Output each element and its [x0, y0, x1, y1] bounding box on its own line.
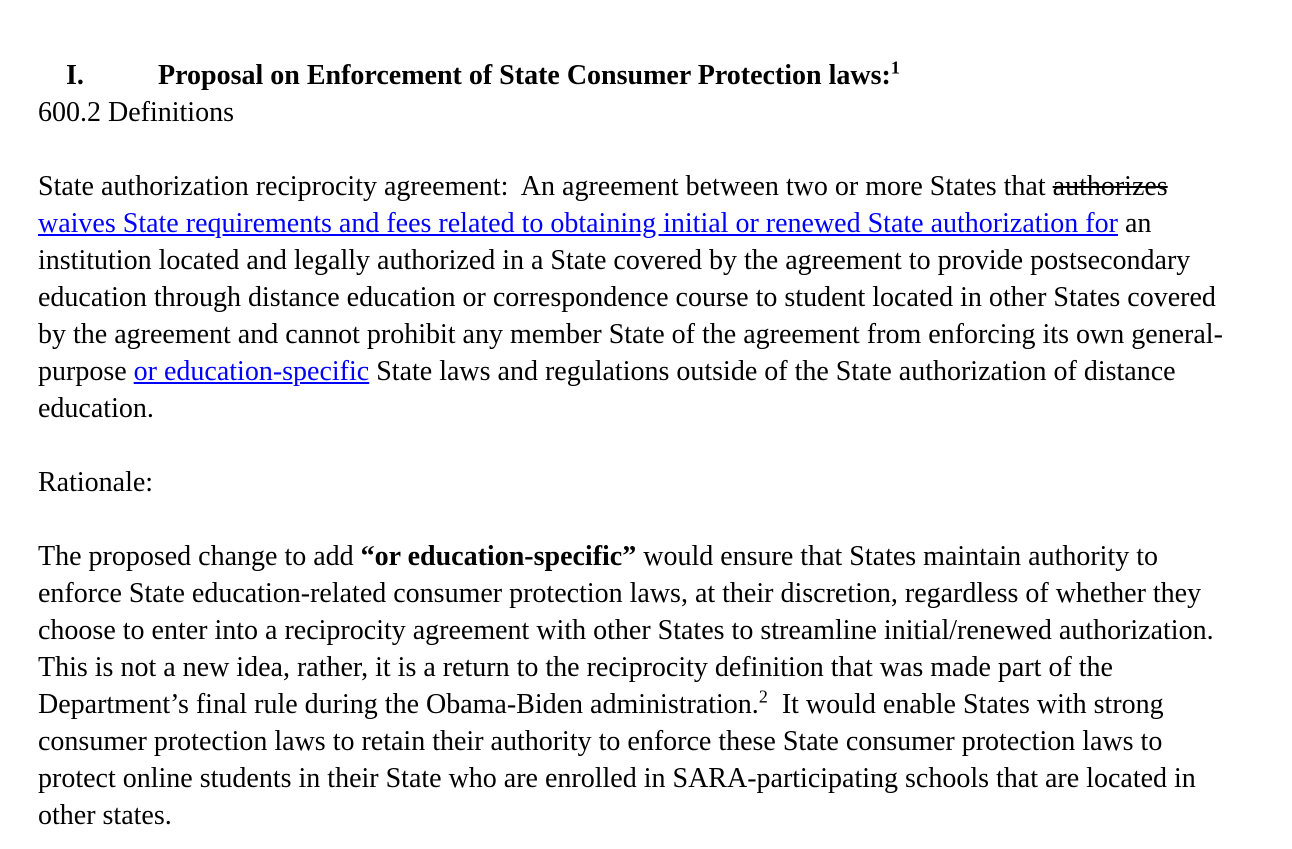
heading-numeral: I.: [66, 60, 84, 91]
rationale-text: other states.: [38, 800, 172, 831]
rationale-text: protect online students in their State who are enrolled in SARA-participating schools that are located in: [38, 763, 1196, 794]
text-line: [38, 353, 1292, 390]
definition-text: an: [1117, 208, 1152, 239]
rationale-text: Department’s final rule during the Obama-Biden administration.: [38, 689, 759, 720]
rationale-text: It would enable States with strong: [767, 689, 1164, 720]
rationale-text: This is not a new idea, rather, it is a return to the reciprocity definition that was made part of the: [38, 652, 1113, 683]
inserted-link-waives-requirements[interactable]: waives State requirements and fees related to obtaining initial or renewed State authorization for: [38, 208, 1118, 239]
text-line: [38, 538, 1292, 575]
definition-text: by the agreement and cannot prohibit any member State of the agreement from enforcing its own general-: [38, 319, 1223, 350]
definition-text: purpose: [38, 356, 134, 387]
text-line: [38, 316, 1292, 353]
text-line: [38, 612, 1292, 649]
rationale-text: The proposed change to add: [38, 541, 361, 572]
text-line: [38, 205, 1292, 242]
rationale-label: Rationale:: [38, 467, 154, 498]
text-line: [38, 242, 1292, 279]
rationale-text: would ensure that States maintain authority to: [636, 541, 1159, 572]
deleted-text-authorizes: authorizes: [1052, 171, 1168, 202]
text-line: [38, 168, 1292, 205]
section-label: 600.2 Definitions: [38, 97, 234, 128]
definition-paragraph: [38, 168, 1292, 427]
definition-lead-text: State authorization reciprocity agreement: An agreement between two or more States that: [38, 171, 1053, 202]
inserted-link-education-specific[interactable]: or education-specific: [133, 356, 370, 387]
text-line: [38, 723, 1292, 760]
rationale-text: consumer protection laws to retain their authority to enforce these State consumer protection laws to: [38, 726, 1163, 757]
text-line: [38, 279, 1292, 316]
text-line: [38, 797, 1292, 834]
footnote-ref-1: 1: [890, 57, 900, 78]
blank-line: [38, 501, 1292, 538]
text-line: [38, 649, 1292, 686]
rationale-text: enforce State education-related consumer protection laws, at their discretion, regardless of whether they: [38, 578, 1202, 609]
heading-title: Proposal on Enforcement of State Consumer Protection laws:: [158, 60, 891, 91]
blank-line: [38, 131, 1292, 168]
definition-text: education through distance education or correspondence course to student located in other States covered: [38, 282, 1216, 313]
definition-text: education.: [38, 393, 154, 424]
blank-line: [38, 427, 1292, 464]
text-line: [38, 390, 1292, 427]
text-line: [38, 686, 1292, 723]
footnote-ref-2: 2: [758, 686, 768, 707]
definition-text: institution located and legally authorized in a State covered by the agreement to provide postsecondary: [38, 245, 1191, 276]
text-line: [38, 575, 1292, 612]
rationale-paragraph: [38, 538, 1292, 834]
rationale-text: choose to enter into a reciprocity agreement with other States to streamline initial/renewed authorization.: [38, 615, 1214, 646]
bold-phrase-education-specific: “or education-specific”: [360, 541, 637, 572]
definition-text: State laws and regulations outside of the State authorization of distance: [369, 356, 1176, 387]
section-heading: [38, 20, 1292, 91]
text-line: [38, 760, 1292, 797]
